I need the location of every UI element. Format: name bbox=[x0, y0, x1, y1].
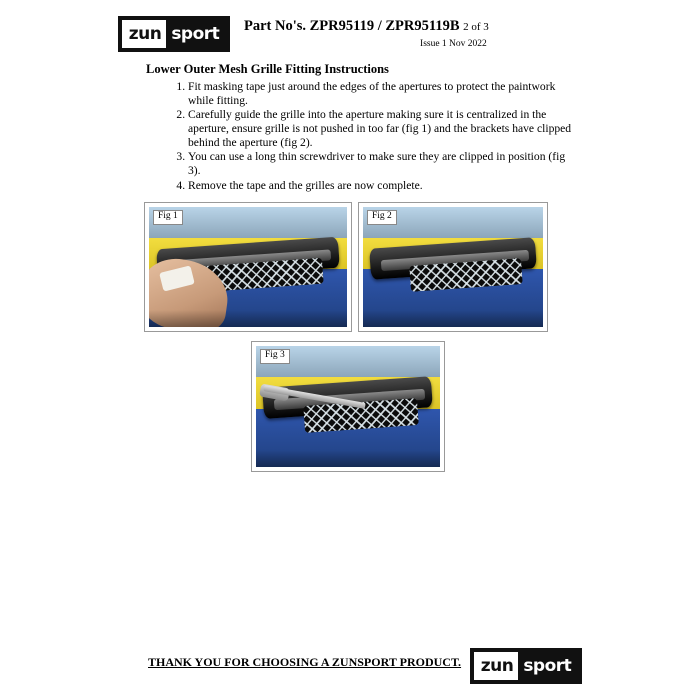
zunsport-logo bbox=[118, 16, 230, 52]
page-title: Lower Outer Mesh Grille Fitting Instructions bbox=[146, 62, 389, 76]
issue-date: Issue 1 Nov 2022 bbox=[420, 39, 487, 49]
figure-2-photo bbox=[363, 207, 543, 327]
footer-zunsport-logo bbox=[470, 648, 582, 684]
footer-thank-you: THANK YOU FOR CHOOSING A ZUNSPORT PRODUCT. bbox=[148, 655, 462, 669]
header-text-block bbox=[244, 16, 489, 49]
figure-2-label: Fig 2 bbox=[367, 210, 397, 225]
photo-shadow bbox=[363, 310, 543, 327]
list-item: 2. Carefully guide the grille into the aperture making sure it is centralized in the aperture, ensure grille is not pushed in too far (fig 1) and the brackets have clipped behind the aperture (fig 2). bbox=[188, 108, 578, 149]
part-number: Part No's. ZPR95119 / ZPR95119B bbox=[244, 18, 460, 34]
footer-logo-sport-text: sport bbox=[518, 652, 578, 680]
page-indicator: 2 of 3 bbox=[463, 21, 489, 33]
figure-3-photo bbox=[256, 346, 440, 467]
list-item: 1. Fit masking tape just around the edges of the apertures to protect the paintwork while fitting. bbox=[188, 80, 578, 107]
logo-sport-text: sport bbox=[166, 20, 226, 48]
instruction-steps-list bbox=[170, 80, 578, 193]
footer-logo-wordmark bbox=[474, 652, 579, 680]
photo-shadow bbox=[149, 310, 347, 327]
document-header bbox=[118, 16, 588, 52]
footer-logo-zun-text: zun bbox=[474, 652, 519, 680]
list-item: 4. Remove the tape and the grilles are now complete. bbox=[188, 179, 578, 193]
photo-shadow bbox=[256, 450, 440, 467]
figure-3 bbox=[251, 341, 445, 472]
figure-1-label: Fig 1 bbox=[153, 210, 183, 225]
logo-wordmark bbox=[122, 20, 227, 48]
figure-2 bbox=[358, 202, 548, 332]
logo-zun-text: zun bbox=[122, 20, 167, 48]
part-number-line bbox=[244, 18, 489, 35]
list-item: 3. You can use a long thin screwdriver to make sure they are clipped in position (fig 3). bbox=[188, 150, 578, 177]
figure-1 bbox=[144, 202, 352, 332]
figure-1-photo bbox=[149, 207, 347, 327]
figure-3-label: Fig 3 bbox=[260, 349, 290, 364]
